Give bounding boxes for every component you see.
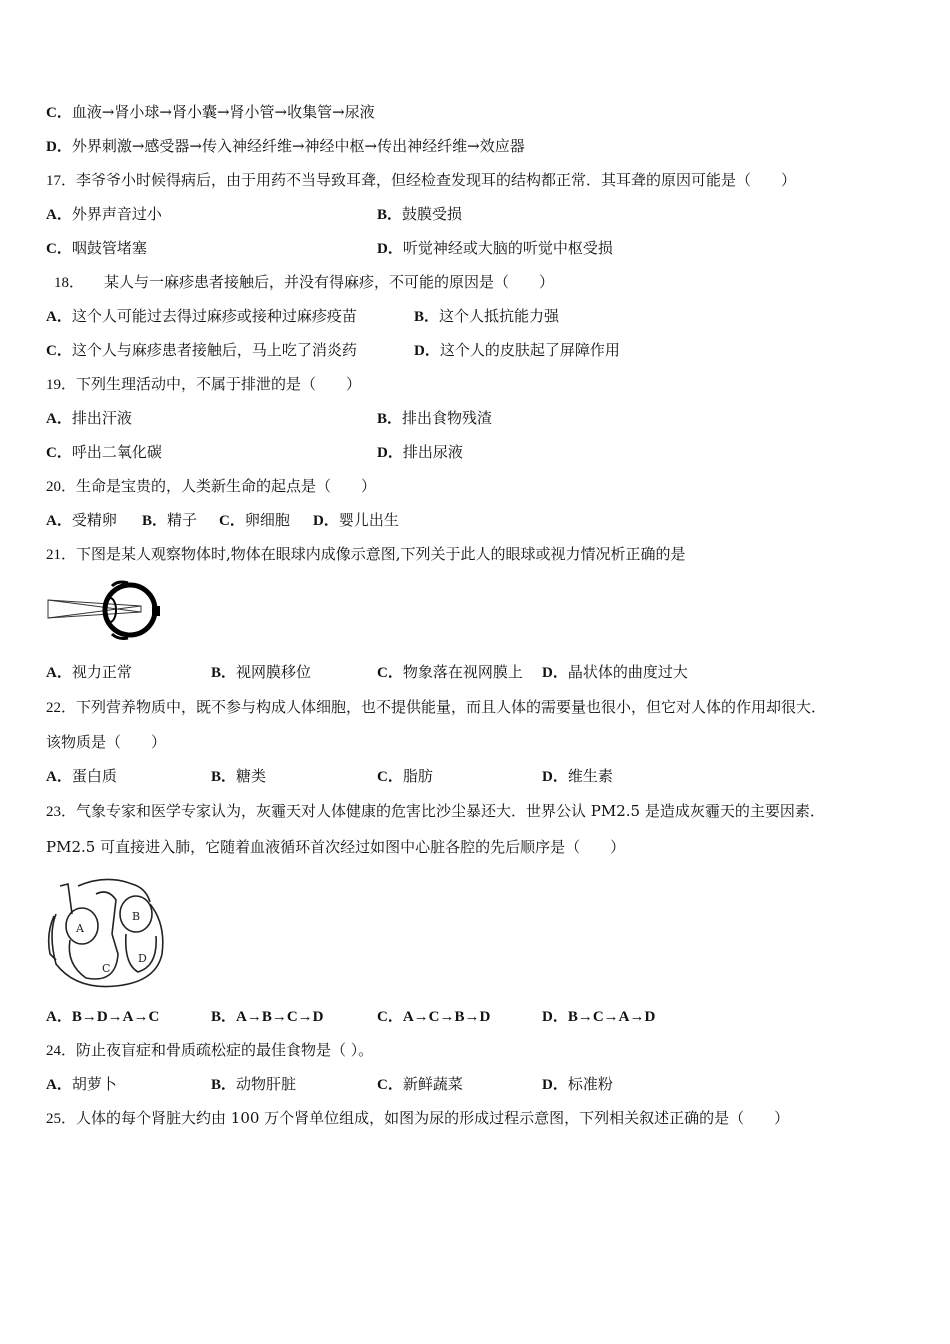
question-number: 25． xyxy=(46,1111,77,1127)
option-text: 呼出二氧化碳 xyxy=(71,443,162,461)
option-text: 排出汗液 xyxy=(71,409,132,427)
option-text: 这个人的皮肤起了屏障作用 xyxy=(439,341,620,359)
question-number: 18． xyxy=(54,275,85,291)
q17-option-c xyxy=(46,238,147,259)
option-label: C． xyxy=(46,445,72,461)
q22-option-d xyxy=(542,766,613,787)
option-label: B． xyxy=(377,411,403,427)
option-label: A． xyxy=(46,309,72,325)
option-label: A． xyxy=(46,513,72,529)
q16-option-d xyxy=(46,136,525,157)
option-label: C． xyxy=(46,105,72,121)
option-label: D． xyxy=(542,1077,568,1093)
q22-stem xyxy=(46,697,826,718)
q17-stem xyxy=(46,170,796,191)
option-label: B． xyxy=(377,207,403,223)
option-text: 这个人抵抗能力强 xyxy=(439,307,560,325)
option-text: 受精卵 xyxy=(71,511,117,529)
option-label: A． xyxy=(46,411,72,427)
option-text: 晶状体的曲度过大 xyxy=(567,663,688,681)
option-text: 婴儿出生 xyxy=(338,511,399,529)
option-text: 物象落在视网膜上 xyxy=(402,663,523,681)
option-label: D． xyxy=(377,445,403,461)
q16-option-c xyxy=(46,102,375,123)
q17-option-d xyxy=(377,238,613,259)
option-label: D． xyxy=(414,343,440,359)
option-text: 标准粉 xyxy=(567,1075,613,1093)
q22-option-c xyxy=(377,766,433,787)
option-label: D． xyxy=(542,1009,568,1025)
q18-option-a xyxy=(46,306,357,327)
q24-option-c xyxy=(377,1074,463,1095)
question-number: 19． xyxy=(46,377,77,393)
question-text: 下图是某人观察物体时,物体在眼球内成像示意图,下列关于此人的眼球或视力情况析正确的是 xyxy=(76,545,686,563)
option-label: B． xyxy=(211,769,237,785)
q23-option-c xyxy=(377,1006,490,1027)
question-number: 21． xyxy=(46,547,77,563)
q20-option-a xyxy=(46,510,117,531)
question-text: 气象专家和医学专家认为，灰霾天对人体健康的危害比沙尘暴还大．世界公认 PM2.5 是造成灰霾天的主要因素． xyxy=(76,802,825,820)
option-text: 这个人可能过去得过麻疹或接种过麻疹疫苗 xyxy=(71,307,357,325)
option-label: A． xyxy=(46,769,72,785)
q23-stem-continued xyxy=(46,837,625,857)
option-text: B→C→A→D xyxy=(567,1009,656,1025)
option-text: 这个人与麻疹患者接触后，马上吃了消炎药 xyxy=(71,341,357,359)
option-label: C． xyxy=(46,241,72,257)
option-label: A． xyxy=(46,1077,72,1093)
option-text: A→C→B→D xyxy=(402,1009,491,1025)
q24-option-d xyxy=(542,1074,613,1095)
option-text: 动物肝脏 xyxy=(236,1075,297,1093)
label-c: C xyxy=(102,962,111,975)
q17-option-b xyxy=(377,204,462,225)
option-text: 血液→肾小球→肾小囊→肾小管→收集管→尿液 xyxy=(71,103,375,121)
label-d: D xyxy=(138,952,147,965)
question-text: 李爷爷小时候得病后，由于用药不当导致耳聋，但经检查发现耳的结构都正常．其耳聋的原因可能是（ ） xyxy=(76,171,797,189)
option-text: 听觉神经或大脑的听觉中枢受损 xyxy=(402,239,613,257)
q19-stem xyxy=(46,374,361,395)
option-text: B→D→A→C xyxy=(71,1009,160,1025)
option-text: 蛋白质 xyxy=(71,767,117,785)
option-text: 胡萝卜 xyxy=(71,1075,117,1093)
q23-option-a xyxy=(46,1006,159,1027)
heart-diagram xyxy=(46,874,176,994)
option-text: 糖类 xyxy=(236,767,267,785)
option-text: 外界声音过小 xyxy=(71,205,162,223)
q24-stem xyxy=(46,1040,373,1061)
q20-option-c xyxy=(219,510,290,531)
question-number: 17． xyxy=(46,173,77,189)
q23-option-d xyxy=(542,1006,655,1027)
q19-option-d xyxy=(377,442,463,463)
option-label: C． xyxy=(377,1077,403,1093)
option-label: D． xyxy=(313,513,339,529)
option-label: D． xyxy=(542,665,568,681)
option-label: C． xyxy=(219,513,245,529)
q19-option-b xyxy=(377,408,492,429)
q21-option-d xyxy=(542,662,688,683)
eye-icon xyxy=(46,578,164,642)
q18-stem xyxy=(54,272,554,293)
option-label: D． xyxy=(542,769,568,785)
question-number: 23． xyxy=(46,804,77,820)
option-label: B． xyxy=(211,665,237,681)
option-text: 排出食物残渣 xyxy=(402,409,493,427)
option-label: C． xyxy=(377,769,403,785)
heart-icon xyxy=(46,874,176,994)
option-label: B． xyxy=(211,1077,237,1093)
q18-option-c xyxy=(46,340,357,361)
q21-stem xyxy=(46,544,686,565)
q22-stem-continued xyxy=(46,732,166,752)
option-text: 卵细胞 xyxy=(244,511,290,529)
option-text: 咽鼓管堵塞 xyxy=(71,239,147,257)
option-label: A． xyxy=(46,1009,72,1025)
q25-stem xyxy=(46,1108,789,1129)
option-text: 脂肪 xyxy=(402,767,433,785)
option-label: B． xyxy=(142,513,168,529)
question-text: 人体的每个肾脏大约由 100 万个肾单位组成，如图为尿的形成过程示意图，下列相关叙述正确的是（ ） xyxy=(76,1109,790,1127)
question-text: 下列生理活动中，不属于排泄的是（ ） xyxy=(76,375,362,393)
option-label: C． xyxy=(46,343,72,359)
option-label: D． xyxy=(377,241,403,257)
option-label: A． xyxy=(46,665,72,681)
option-text: 视网膜移位 xyxy=(236,663,312,681)
label-a: A xyxy=(76,922,84,935)
question-text: 该物质是（ ） xyxy=(46,733,167,751)
question-text: 生命是宝贵的，人类新生命的起点是（ ） xyxy=(76,477,377,495)
option-label: C． xyxy=(377,665,403,681)
label-b: B xyxy=(132,910,141,923)
question-number: 22． xyxy=(46,700,77,716)
option-label: B． xyxy=(414,309,440,325)
q21-option-b xyxy=(211,662,311,683)
q20-option-d xyxy=(313,510,399,531)
option-text: 维生素 xyxy=(567,767,613,785)
option-text: 视力正常 xyxy=(71,663,132,681)
option-text: 外界刺激→感受器→传入神经纤维→神经中枢→传出神经纤维→效应器 xyxy=(71,137,525,155)
eye-diagram xyxy=(46,578,164,642)
option-text: A→B→C→D xyxy=(236,1009,324,1025)
q23-option-b xyxy=(211,1006,324,1027)
question-number: 20． xyxy=(46,479,77,495)
question-text: 某人与一麻疹患者接触后，并没有得麻疹，不可能的原因是（ ） xyxy=(104,273,555,291)
q21-option-a xyxy=(46,662,132,683)
q19-option-a xyxy=(46,408,132,429)
q21-option-c xyxy=(377,662,523,683)
question-text: 下列营养物质中，既不参与构成人体细胞，也不提供能量，而且人体的需要量也很小，但它对人体的作用却很大． xyxy=(76,698,827,716)
q18-option-d xyxy=(414,340,620,361)
q18-option-b xyxy=(414,306,559,327)
q20-stem xyxy=(46,476,376,497)
q22-option-b xyxy=(211,766,266,787)
q22-option-a xyxy=(46,766,117,787)
option-label: D． xyxy=(46,139,72,155)
question-text: PM2.5 可直接进入肺，它随着血液循环首次经过如图中心脏各腔的先后顺序是（ ） xyxy=(46,838,626,856)
question-text: 防止夜盲症和骨质疏松症的最佳食物是（ ）。 xyxy=(76,1041,374,1059)
option-label: A． xyxy=(46,207,72,223)
question-number: 24． xyxy=(46,1043,77,1059)
option-text: 鼓膜受损 xyxy=(402,205,463,223)
option-label: C． xyxy=(377,1009,403,1025)
q24-option-b xyxy=(211,1074,296,1095)
option-text: 新鲜蔬菜 xyxy=(402,1075,463,1093)
option-text: 精子 xyxy=(167,511,198,529)
option-label: B． xyxy=(211,1009,237,1025)
q24-option-a xyxy=(46,1074,117,1095)
q19-option-c xyxy=(46,442,162,463)
q17-option-a xyxy=(46,204,162,225)
q23-stem xyxy=(46,801,825,822)
q20-option-b xyxy=(142,510,197,531)
option-text: 排出尿液 xyxy=(402,443,463,461)
